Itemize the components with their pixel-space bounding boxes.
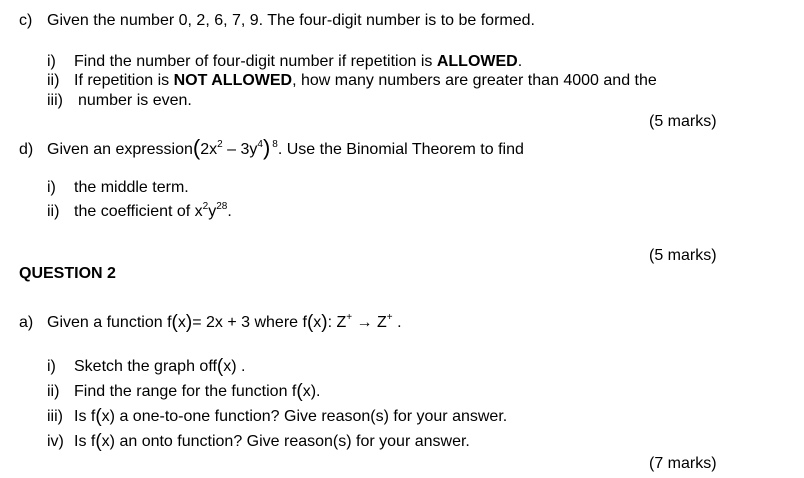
q2a-iv-text-after: ) an onto function? Give reason(s) for your answer.: [109, 433, 470, 450]
q1c-ii-bold: NOT ALLOWED: [173, 72, 293, 89]
func-rhs: = 2x + 3: [192, 314, 251, 331]
q2a-i-text-after: ) .: [231, 358, 246, 375]
q1d-marks: (5 marks): [649, 247, 717, 264]
map-domain: : Z: [327, 314, 347, 331]
func-name: f: [167, 314, 172, 331]
q1d-ii-text-after: .: [227, 203, 232, 220]
fx-name: f: [90, 408, 96, 425]
expr-left-paren: (: [192, 135, 201, 160]
fx-var: x: [223, 358, 232, 375]
fx-var: x: [302, 383, 311, 400]
paren-close: ): [185, 312, 193, 333]
q1d-stem-after: . Use the Binomial Theorem to find: [277, 141, 524, 158]
coef-x-exponent: 2: [202, 201, 209, 212]
fx-expr: [91, 433, 110, 450]
expr-power: 8: [272, 139, 278, 150]
fx-expr: [91, 408, 110, 425]
q2a-part-iii: [47, 406, 507, 425]
q2a-iv-text-before: Is: [74, 433, 91, 450]
paren-open: (: [296, 381, 303, 402]
q1c-ii-text-after: , how many numbers are greater than 4000 and the: [292, 72, 657, 89]
q1d-stem-before: Given an expression: [47, 141, 193, 158]
question-2-heading: QUESTION 2: [19, 265, 116, 282]
q1d-ii-label: ii): [47, 203, 60, 220]
coef-x: x: [194, 203, 203, 220]
q2a-part-iv: [47, 431, 470, 450]
q1d-ii-text-before: the coefficient of: [74, 203, 195, 220]
map-codomain-sup: +: [386, 312, 393, 323]
q1c-iii-text: number is even.: [78, 92, 192, 109]
q2a-text-after: .: [392, 314, 402, 331]
q1c-stem-line: [19, 13, 535, 29]
expr-minus: –: [227, 141, 237, 158]
q1c-marks: (5 marks): [649, 113, 717, 130]
fx-var: x: [101, 408, 110, 425]
q1c-part-ii: [47, 73, 657, 89]
q1d-part-ii: [47, 201, 232, 220]
q2a-ii-label: ii): [47, 383, 60, 400]
expr-right-paren: ): [262, 135, 271, 160]
map-domain-sup: +: [346, 312, 353, 323]
q1c-label: c): [19, 12, 33, 29]
function-definition: [167, 314, 250, 331]
q2a-marks: (7 marks): [649, 455, 717, 472]
q2a-i-label: i): [47, 358, 56, 375]
q1c-i-bold: ALLOWED: [436, 53, 518, 70]
expr-term-b: 3y: [240, 141, 258, 158]
q2a-text-before: Given a function: [47, 314, 168, 331]
fx-name: f: [212, 358, 217, 375]
paren-open: (: [171, 312, 178, 333]
expr-term-a: 2x: [200, 141, 218, 158]
q2a-where: where: [250, 314, 303, 331]
q1d-part-i: [47, 180, 189, 196]
paren-open: (: [95, 431, 102, 452]
fx-name: f: [291, 383, 297, 400]
fx-name: f: [90, 433, 96, 450]
paren-open: (: [216, 356, 224, 377]
fx-expr: [292, 383, 311, 400]
map-name: f: [302, 314, 307, 331]
q2a-iv-label: iv): [47, 433, 64, 450]
coef-y-exponent: 28: [216, 201, 228, 212]
paren-open: (: [306, 312, 314, 333]
q1c-iii-label: iii): [47, 92, 63, 109]
q2a-iii-label: iii): [47, 408, 63, 425]
map-arrow: → Z: [352, 314, 387, 331]
q2a-i-text-before: Sketch the graph of: [74, 358, 213, 375]
fx-var: x: [101, 433, 110, 450]
fx-expr: [212, 358, 231, 375]
paren-open: (: [95, 406, 102, 427]
q2a-part-ii: [47, 381, 320, 400]
expr-term-b-exponent: 4: [257, 139, 263, 150]
q1c-i-text-after: .: [517, 53, 523, 70]
coefficient-term: [195, 203, 228, 220]
q1c-ii-label: ii): [47, 72, 60, 89]
q1d-label: d): [19, 141, 34, 158]
q1c-stem: Given the number 0, 2, 6, 7, 9. The four-digit number is to be formed.: [47, 12, 535, 29]
q1c-part-i: [47, 54, 522, 70]
map-var: x: [313, 314, 322, 331]
q1c-ii-text-before: If repetition is: [74, 72, 174, 89]
expr-term-a-exponent: 2: [217, 139, 223, 150]
q1d-stem-line: [19, 136, 524, 158]
q1d-i-text: the middle term.: [74, 179, 189, 196]
q1c-i-label: i): [47, 53, 56, 70]
function-mapping: [302, 314, 392, 331]
q1d-i-label: i): [47, 179, 56, 196]
q2a-ii-text-after: ).: [310, 383, 321, 400]
q2a-label: a): [19, 314, 34, 331]
q2a-iii-text-before: Is: [74, 408, 91, 425]
binomial-expression: [192, 135, 278, 160]
func-var: x: [177, 314, 186, 331]
q2a-ii-text-before: Find the range for the function: [74, 383, 292, 400]
q2a-part-i: [47, 356, 245, 375]
q1c-i-text-before: Find the number of four-digit number if repetition is: [74, 53, 437, 70]
paren-close: ): [321, 312, 328, 333]
q2a-iii-text-after: ) a one-to-one function? Give reason(s) for your answer.: [109, 408, 508, 425]
coef-y: y: [208, 203, 217, 220]
q2a-stem-line: [19, 312, 402, 331]
q1c-part-iii: [47, 93, 192, 109]
